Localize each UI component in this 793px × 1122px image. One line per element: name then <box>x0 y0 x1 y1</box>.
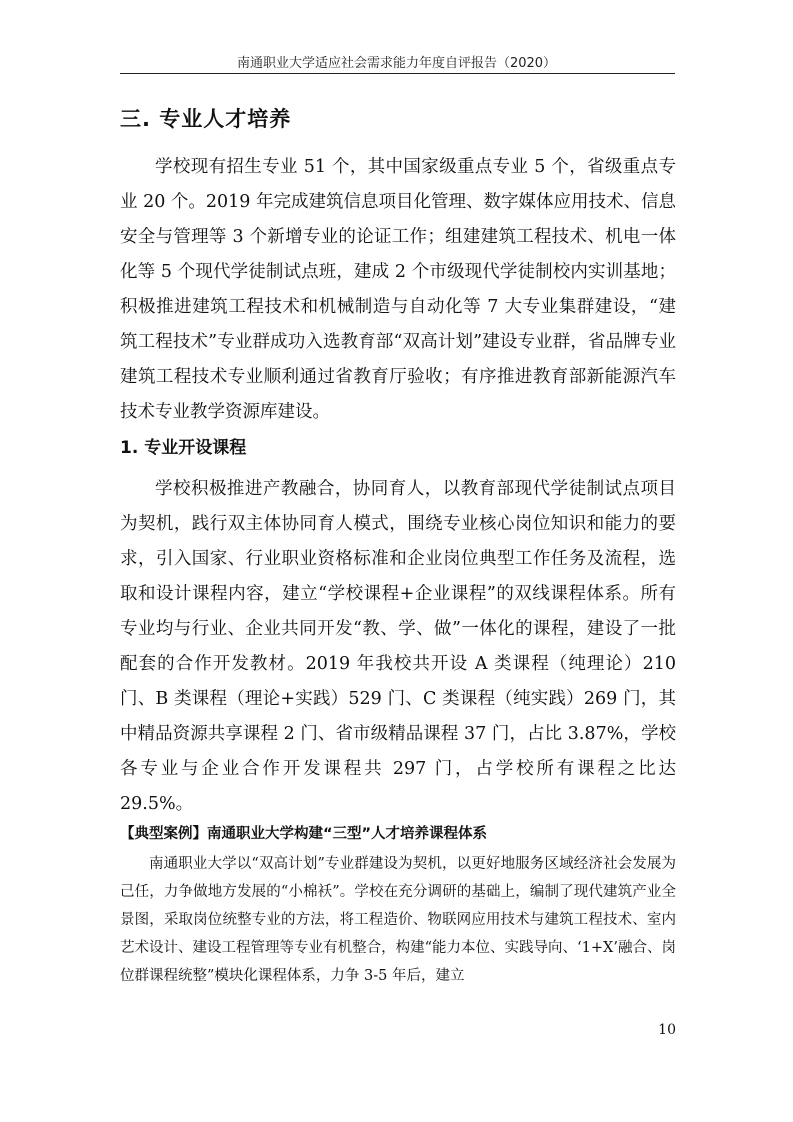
section-intro-paragraph: 学校现有招生专业 51 个，其中国家级重点专业 5 个，省级重点专业 20 个。2019 年完成建筑信息项目化管理、数字媒体应用技术、信息安全与管理等 3 个新增专业的论证工作；组建建筑工程技术、机电一体化等 5 个现代学徒制试点班，建成 2 个市级现代学徒制校内实训基地；积极推进建筑工程技术和机械制造与自动化等 7 大专业集群建设，“建筑工程技术”专业群成功入选教育部“双高计划”建设专业群，省品牌专业建筑工程技术专业顺利通过省教育厅验收；有序推进教育部新能源汽车技术专业教学资源库建设。 <box>120 157 676 422</box>
subsection-title: 1. 专业开设课程 <box>120 438 247 458</box>
running-header: 南通职业大学适应社会需求能力年度自评报告（2020） <box>236 56 557 71</box>
case-study-title: 【典型案例】南通职业大学构建“三型”人才培养课程体系 <box>120 826 488 842</box>
section-title: 三. 专业人才培养 <box>120 107 292 131</box>
header-divider <box>120 73 675 74</box>
page-number: 10 <box>658 1022 676 1038</box>
case-study-body: 南通职业大学以“双高计划”专业群建设为契机，以更好地服务区域经济社会发展为己任，力争做地方发展的“小棉袄”。学校在充分调研的基础上，编制了现代建筑产业全景图，采取岗位统整专业的方法，将工程造价、物联网应用技术与建筑工程技术、室内艺术设计、建设工程管理等专业有机整合，构建“能力本位、实践导向、‘1+X’融合、岗位群课程统整”模块化课程体系，力争 3-5 年后，建立 <box>120 856 676 984</box>
subsection-body-paragraph: 学校积极推进产教融合，协同育人，以教育部现代学徒制试点项目为契机，践行双主体协同育人模式，围绕专业核心岗位知识和能力的要求，引入国家、行业职业资格标准和企业岗位典型工作任务及流程，选取和设计课程内容，建立“学校课程+企业课程”的双线课程体系。所有专业均与行业、企业共同开发“教、学、做”一体化的课程，建设了一批配套的合作开发教材。2019 年我校共开设 A 类课程（纯理论）210 门、B 类课程（理论+实践）529 门、C 类课程（纯实践）269 门，其中精品资源共享课程 2 门、省市级精品课程 37 门，占比 3.87%，学校各专业与企业合作开发课程共 297 门，占学校所有课程之比达 29.5%。 <box>120 479 676 814</box>
